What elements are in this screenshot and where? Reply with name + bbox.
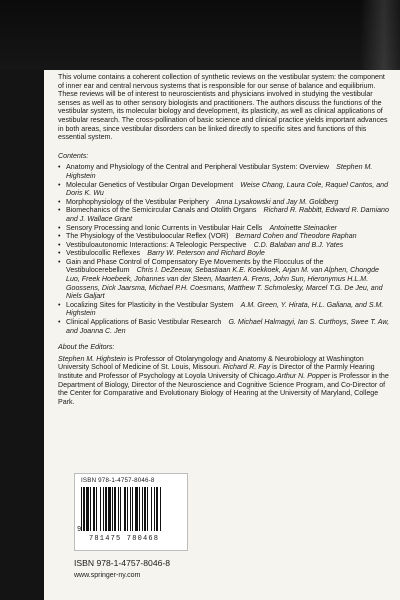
contents-item-title: The Physiology of the Vestibuloocular Reflex (VOR) (66, 232, 229, 241)
barcode-isbn-label: ISBN 978-1-4757-8046-8 (81, 477, 155, 484)
bullet-icon: • (58, 206, 61, 215)
contents-item-title: Biomechanics of the Semicircular Canals and Otolith Organs (66, 206, 257, 215)
contents-item-title: Sensory Processing and Ionic Currents in Vestibular Hair Cells (66, 223, 263, 232)
contents-item (58, 224, 392, 233)
contents-item-authors: Richard R. Rabbitt, Edward R. Damiano and J. Wallace Grant (66, 206, 389, 223)
contents-item (58, 198, 392, 207)
bullet-icon: • (58, 240, 61, 249)
contents-item-authors: Chris I. DeZeeuw, Sebastiaan K.E. Koekkoek, Arjan M. van Alphen, Chongde Luo, Freek Hoebeek, Johannes van der Steen, Maarten A. Frens, John Sun, Hieronymus H.L.M. Goossens, Dick Jaarsma, Michael P.H. Coesmans, Matthew T. Schmolesky, Marcel T.G. De Jeu, and Niels Galjart (66, 266, 383, 301)
bullet-icon: • (58, 223, 61, 232)
editor-bio-text: is Professor of Otolaryngology and Anatomy & Neurobiology at Washington University School of Medicine of St. Louis, Missouri. (58, 354, 364, 372)
cover-top-band (0, 0, 400, 70)
contents-item (58, 232, 392, 241)
barcode-digits: 781475 780468 (89, 535, 160, 543)
contents-item-authors: Antoinette Steinacker (269, 223, 337, 232)
back-cover-panel (44, 70, 400, 600)
contents-list (58, 163, 392, 335)
contents-item-title: Localizing Sites for Plasticity in the Vestibular System (66, 300, 234, 309)
editors-bio (58, 355, 392, 407)
contents-item (58, 163, 392, 180)
contents-item-authors: C.D. Balaban and B.J. Yates (253, 240, 344, 249)
contents-item-title: Molecular Genetics of Vestibular Organ Development (66, 180, 234, 189)
contents-item (58, 258, 392, 301)
contents-item (58, 181, 392, 198)
contents-item-authors: Weise Chang, Laura Cole, Raquel Cantos, and Doris K. Wu (66, 180, 389, 198)
editor-bio-text: is Professor in the Department of Biology, Director of the Neuroscience and Cognitive Science Program, and Co-Director of the Center for Comparative and Evolutionary Biology of Hearing at the University of Maryland, College Park. (58, 372, 389, 406)
editor-bio-text: is Director of the Parmly Hearing Institute and Professor of Psychology at Loyola University of Chicago. (58, 363, 375, 380)
bullet-icon: • (58, 249, 61, 258)
bullet-icon: • (58, 197, 61, 206)
contents-item-authors: Barry W. Peterson and Richard Boyle (147, 249, 265, 258)
contents-item-title: Morphophysiology of the Vestibular Periphery (66, 197, 209, 206)
barcode-left-digit: 9 (77, 526, 82, 534)
bullet-icon: • (58, 318, 61, 327)
barcode (74, 473, 188, 551)
bullet-icon: • (58, 232, 61, 241)
contents-item-title: Vestibuloautonomic Interactions: A Teleologic Perspective (66, 240, 247, 249)
editor-name: Richard R. Fay (222, 363, 271, 372)
contents-item-authors: G. Michael Halmagyi, Ian S. Curthoys, Swee T. Aw, and Joanna C. Jen (66, 318, 390, 335)
bullet-icon: • (58, 180, 61, 189)
contents-item-title: Vestibulocollic Reflexes (66, 249, 141, 258)
contents-item-title: Gain and Phase Control of Compensatory Eye Movements by the Flocculus of the Vestibulocerebellum (66, 257, 324, 275)
contents-item-authors: A.M. Green, Y. Hirata, H.L. Galiana, and S.M. Highstein (66, 300, 384, 318)
light-reflection (360, 0, 400, 70)
contents-item-authors: Stephen M. Highstein (66, 163, 373, 180)
contents-item-authors: Bernard Cohen and Theodore Raphan (235, 232, 357, 241)
contents-item-title: Anatomy and Physiology of the Central and Peripheral Vestibular System: Overview (66, 163, 329, 172)
publisher-url: www.springer-ny.com (74, 572, 141, 579)
contents-item (58, 249, 392, 258)
barcode-bars (81, 487, 181, 531)
bullet-icon: • (58, 257, 61, 266)
contents-heading: Contents: (58, 151, 89, 160)
book-description: This volume contains a coherent collection of synthetic reviews on the vestibular system: the component of inner ear and central nervous systems that is responsible for our sense of balance and equilibrium. These reviews will be of interest to neuroscientists and physicians involved in studying the vestibular senses as well as to other sensory biologists and practitioners. The authors discuss the functions of the vestibular system, its molecular biology and development, its plasticity, as well as clinical applications of vestibular research. The cross-pollination of basic science and clinical practice yields important advances in both areas, since vestibular disorders can be linked directly to specific sites and functions of this essential system. (58, 73, 388, 142)
bullet-icon: • (58, 163, 61, 172)
contents-item (58, 206, 392, 223)
contents-item (58, 241, 392, 250)
contents-item (58, 301, 392, 318)
contents-item (58, 318, 392, 335)
back-cover-text (58, 73, 392, 406)
editor-name: Stephen M. Highstein (58, 354, 126, 363)
contents-item-authors: Anna Lysakowski and Jay M. Goldberg (215, 197, 339, 206)
isbn-number: ISBN 978-1-4757-8046-8 (74, 558, 171, 568)
bullet-icon: • (58, 300, 61, 309)
contents-item-title: Clinical Applications of Basic Vestibular Research (66, 318, 222, 327)
editors-heading: About the Editors: (58, 343, 115, 352)
editor-name: Arthur N. Popper (276, 372, 331, 380)
